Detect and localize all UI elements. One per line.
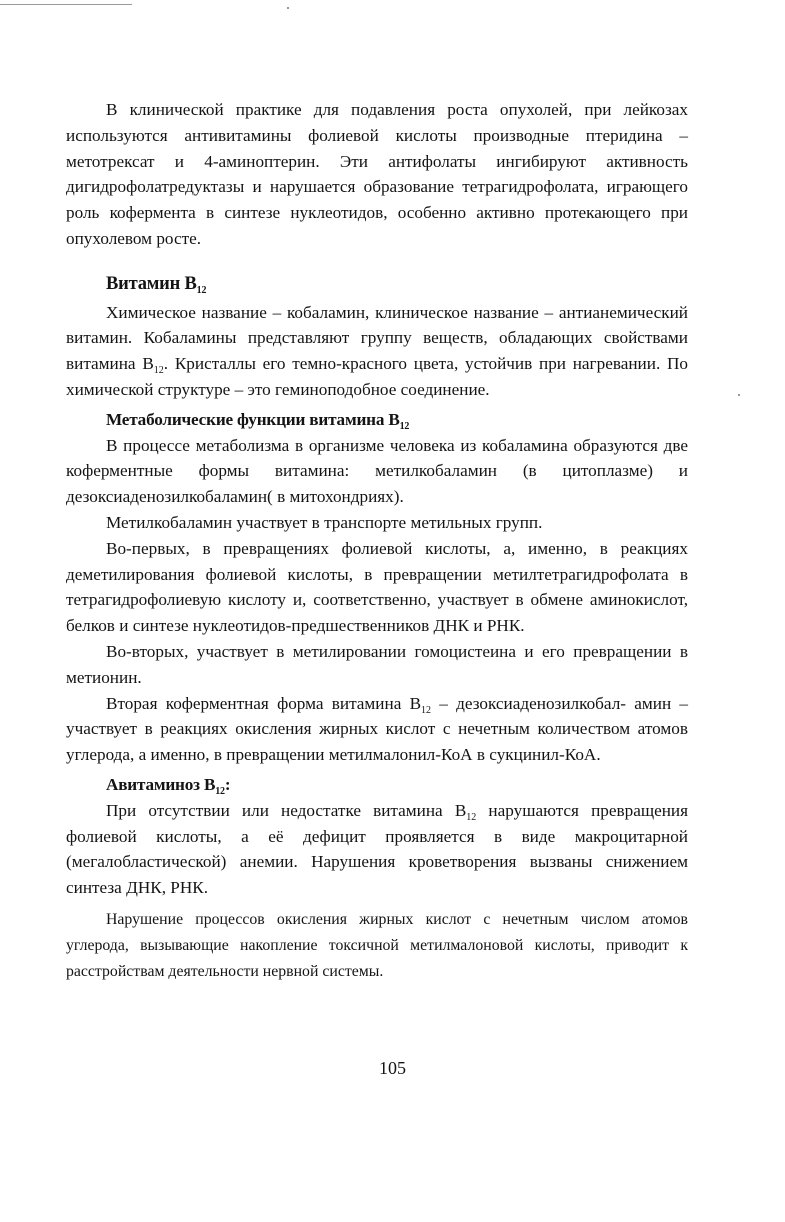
avitaminosis-paragraph-1-part1: При отсутствии или недостатке витамина B (106, 800, 467, 820)
heading-metabolic-functions (66, 407, 688, 433)
subscript: 12 (466, 811, 477, 823)
subscript: 12 (399, 420, 410, 432)
heading-avitaminosis (66, 772, 688, 798)
heading-metabolic-text: Метаболические функции витамина B (106, 409, 400, 429)
metabolic-paragraph-5 (66, 691, 688, 768)
vitamin-paragraph-part2: . Кристаллы его темно-красного цвета, устойчив при нагревании. По химической структуре – это геминоподобное соединение. (66, 354, 688, 399)
heading-avitaminosis-text: Авитаминоз B (106, 774, 216, 794)
avitaminosis-paragraph-1-part2: нарушаются превращения фолиевой кислоты, а её дефицит проявляется в виде макроцитарной (мегалобластической) анемии. Нарушения кроветворения вызваны снижением синтеза ДНК, РНК. (66, 800, 689, 898)
subscript: 12 (421, 704, 432, 716)
metabolic-paragraph-5-part2: – дезоксиаденозилкобал- амин – участвует в реакциях окисления жирных кислот с нечетным количеством атомов углерода, а именно, в превращении метилмалонил-КоА в сукцинил-КоА. (66, 693, 688, 765)
page-body (66, 97, 688, 984)
subscript: 12 (215, 785, 225, 797)
heading-vitamin-text: Витамин B (106, 273, 197, 294)
avitaminosis-paragraph-2: Нарушение процессов окисления жирных кислот с нечетным числом атомов углерода, вызывающие накопление токсичной метилмалоновой кислоты, приводит к расстройствам деятельности нервной системы. (66, 910, 688, 980)
metabolic-paragraph-4: Во-вторых, участвует в метилировании гомоцистеина и его превращении в метионин. (66, 641, 688, 687)
scan-speck (738, 394, 740, 396)
intro-paragraph: В клинической практике для подавления роста опухолей, при лейкозах используются антивитамины фолиевой кислоты производные птеридина – метотрексат и 4-аминоптерин. Эти антифолаты ингибируют активность дигидрофолатредуктазы и нарушается образование тетрагидрофолата, играющего роль кофермента в синтезе нуклеотидов, особенно активно протекающего при опухолевом росте. (66, 100, 688, 248)
subscript: 12 (153, 365, 164, 377)
scan-speck (287, 7, 289, 9)
vitamin-paragraph (66, 300, 688, 403)
top-rule (0, 4, 132, 5)
metabolic-paragraph-2: Метилкобаламин участвует в транспорте метильных групп. (106, 512, 543, 532)
subscript: 12 (196, 284, 207, 296)
page-number: 105 (379, 1058, 406, 1078)
heading-avitaminosis-colon: : (224, 774, 231, 794)
metabolic-paragraph-3: Во-первых, в превращениях фолиевой кислоты, а, именно, в реакциях деметилирования фолиевой кислоты, в превращении метилтетрагидрофолата в тетрагидрофолиевую кислоту и, соответственно, участвует в обмене аминокислот, белков и синтезе нуклеотидов-предшественников ДНК и РНК. (66, 538, 688, 636)
vitamin-paragraph-part1: Химическое название – кобаламин, клиническое название – антианемический витамин. Кобаламины представляют группу веществ, обладающих свойствами витамина B (66, 302, 688, 374)
heading-vitamin-b12 (66, 272, 688, 298)
avitaminosis-paragraph-1 (66, 798, 688, 901)
metabolic-paragraph-5-part1: Вторая коферментная форма витамина B (106, 693, 422, 713)
metabolic-paragraph-1: В процессе метаболизма в организме человека из кобаламина образуются две коферментные формы витамина: метилкобаламин (в цитоплазме) и дезоксиаденозилкобаламин( в митохондриях). (66, 435, 688, 507)
